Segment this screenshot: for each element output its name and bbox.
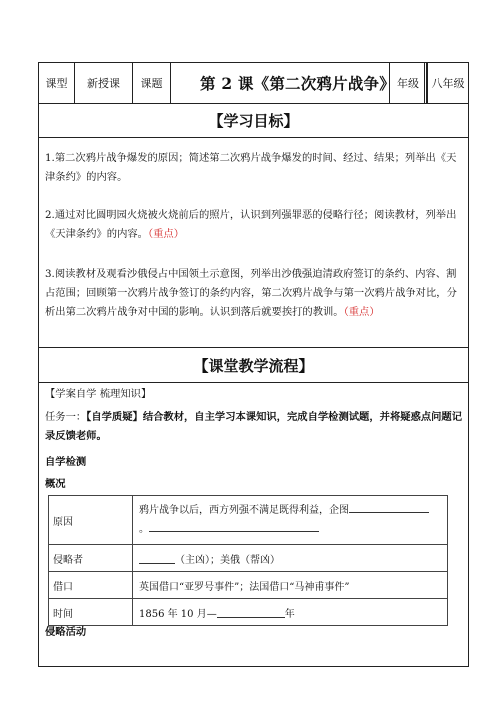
objective-3-text: 3.阅读教材及观看沙俄侵占中国领土示意图，列举出沙俄强迫清政府签订的条约、内容、割占范围；回顾第一次鸦片战争签订的条约内容，第二次鸦片战争与第一次鸦片战争对比，分析出第二次鸦片战争对中国的影响。认识到落后就要挨打的教训。 [45, 268, 457, 318]
cause-text: 鸦片战争以后，西方列强不满足既得利益，企图 [139, 505, 349, 516]
row-value [139, 599, 443, 625]
cause-blank-1[interactable] [349, 502, 429, 513]
row-value [139, 545, 443, 571]
objective-2 [45, 206, 463, 244]
row-label: 时间 [49, 599, 133, 625]
worksheet-frame [38, 62, 469, 667]
overview-label: 概况 [45, 478, 66, 490]
self-test-label: 自学检测 [45, 456, 87, 468]
lesson-type-label: 课型 [39, 63, 75, 103]
row-label: 侵略者 [49, 545, 133, 571]
time-start: 1856 年 10 月— [139, 608, 217, 620]
overview-table [48, 495, 448, 626]
row-label: 原因 [49, 496, 133, 544]
objective-2-text: 2.通过对比圆明园火烧被火烧前后的照片，认识到列强罪恶的侵略行径；阅读教材，列举出《天津条约》的内容。 [45, 209, 457, 240]
cause-tail: 。 [139, 524, 149, 535]
objective-1: 1.第二次鸦片战争爆发的原因；简述第二次鸦片战争爆发的时间、经过、结果；列举出《天津条约》的内容。 [45, 152, 457, 183]
topic-label: 课题 [133, 63, 171, 103]
grade-label: 年级 [389, 63, 427, 103]
grade-value: 八年级 [427, 63, 468, 103]
aggressor-blank[interactable] [139, 553, 175, 564]
objective-2-key-mark: （重点） [147, 228, 185, 240]
invasion-label: 侵略活动 [45, 626, 87, 638]
flow-heading: 【课堂教学流程】 [39, 348, 468, 383]
time-end: 年 [284, 608, 295, 620]
row-value: 英国借口“亚罗号事件”；法国借口“马神甫事件” [139, 581, 350, 593]
table-row [49, 496, 447, 545]
row-label: 借口 [49, 572, 133, 598]
task-one-text: 【自学质疑】结合教材，自主学习本课知识，完成自学检测试题，并将疑惑点问题记录反馈老师。 [45, 411, 463, 442]
objective-3-key-mark: （重点） [343, 306, 380, 318]
task-one-prefix: 任务一： [45, 411, 87, 423]
cause-blank-2[interactable] [149, 521, 319, 532]
row-value [139, 496, 443, 544]
self-study-section: 【学案自学 梳理知识】 [45, 388, 152, 400]
lesson-title: 第 2 课《第二次鸦片战争》 [171, 63, 425, 103]
lesson-type-value: 新授课 [75, 63, 133, 103]
objectives-heading: 【学习目标】 [39, 104, 468, 138]
table-row [49, 572, 447, 599]
time-blank[interactable] [217, 607, 285, 618]
table-row [49, 599, 447, 625]
aggressor-text: （主凶）；美俄（帮凶） [175, 554, 280, 566]
table-row [49, 545, 447, 572]
task-one [45, 408, 465, 446]
objective-3 [45, 265, 463, 322]
